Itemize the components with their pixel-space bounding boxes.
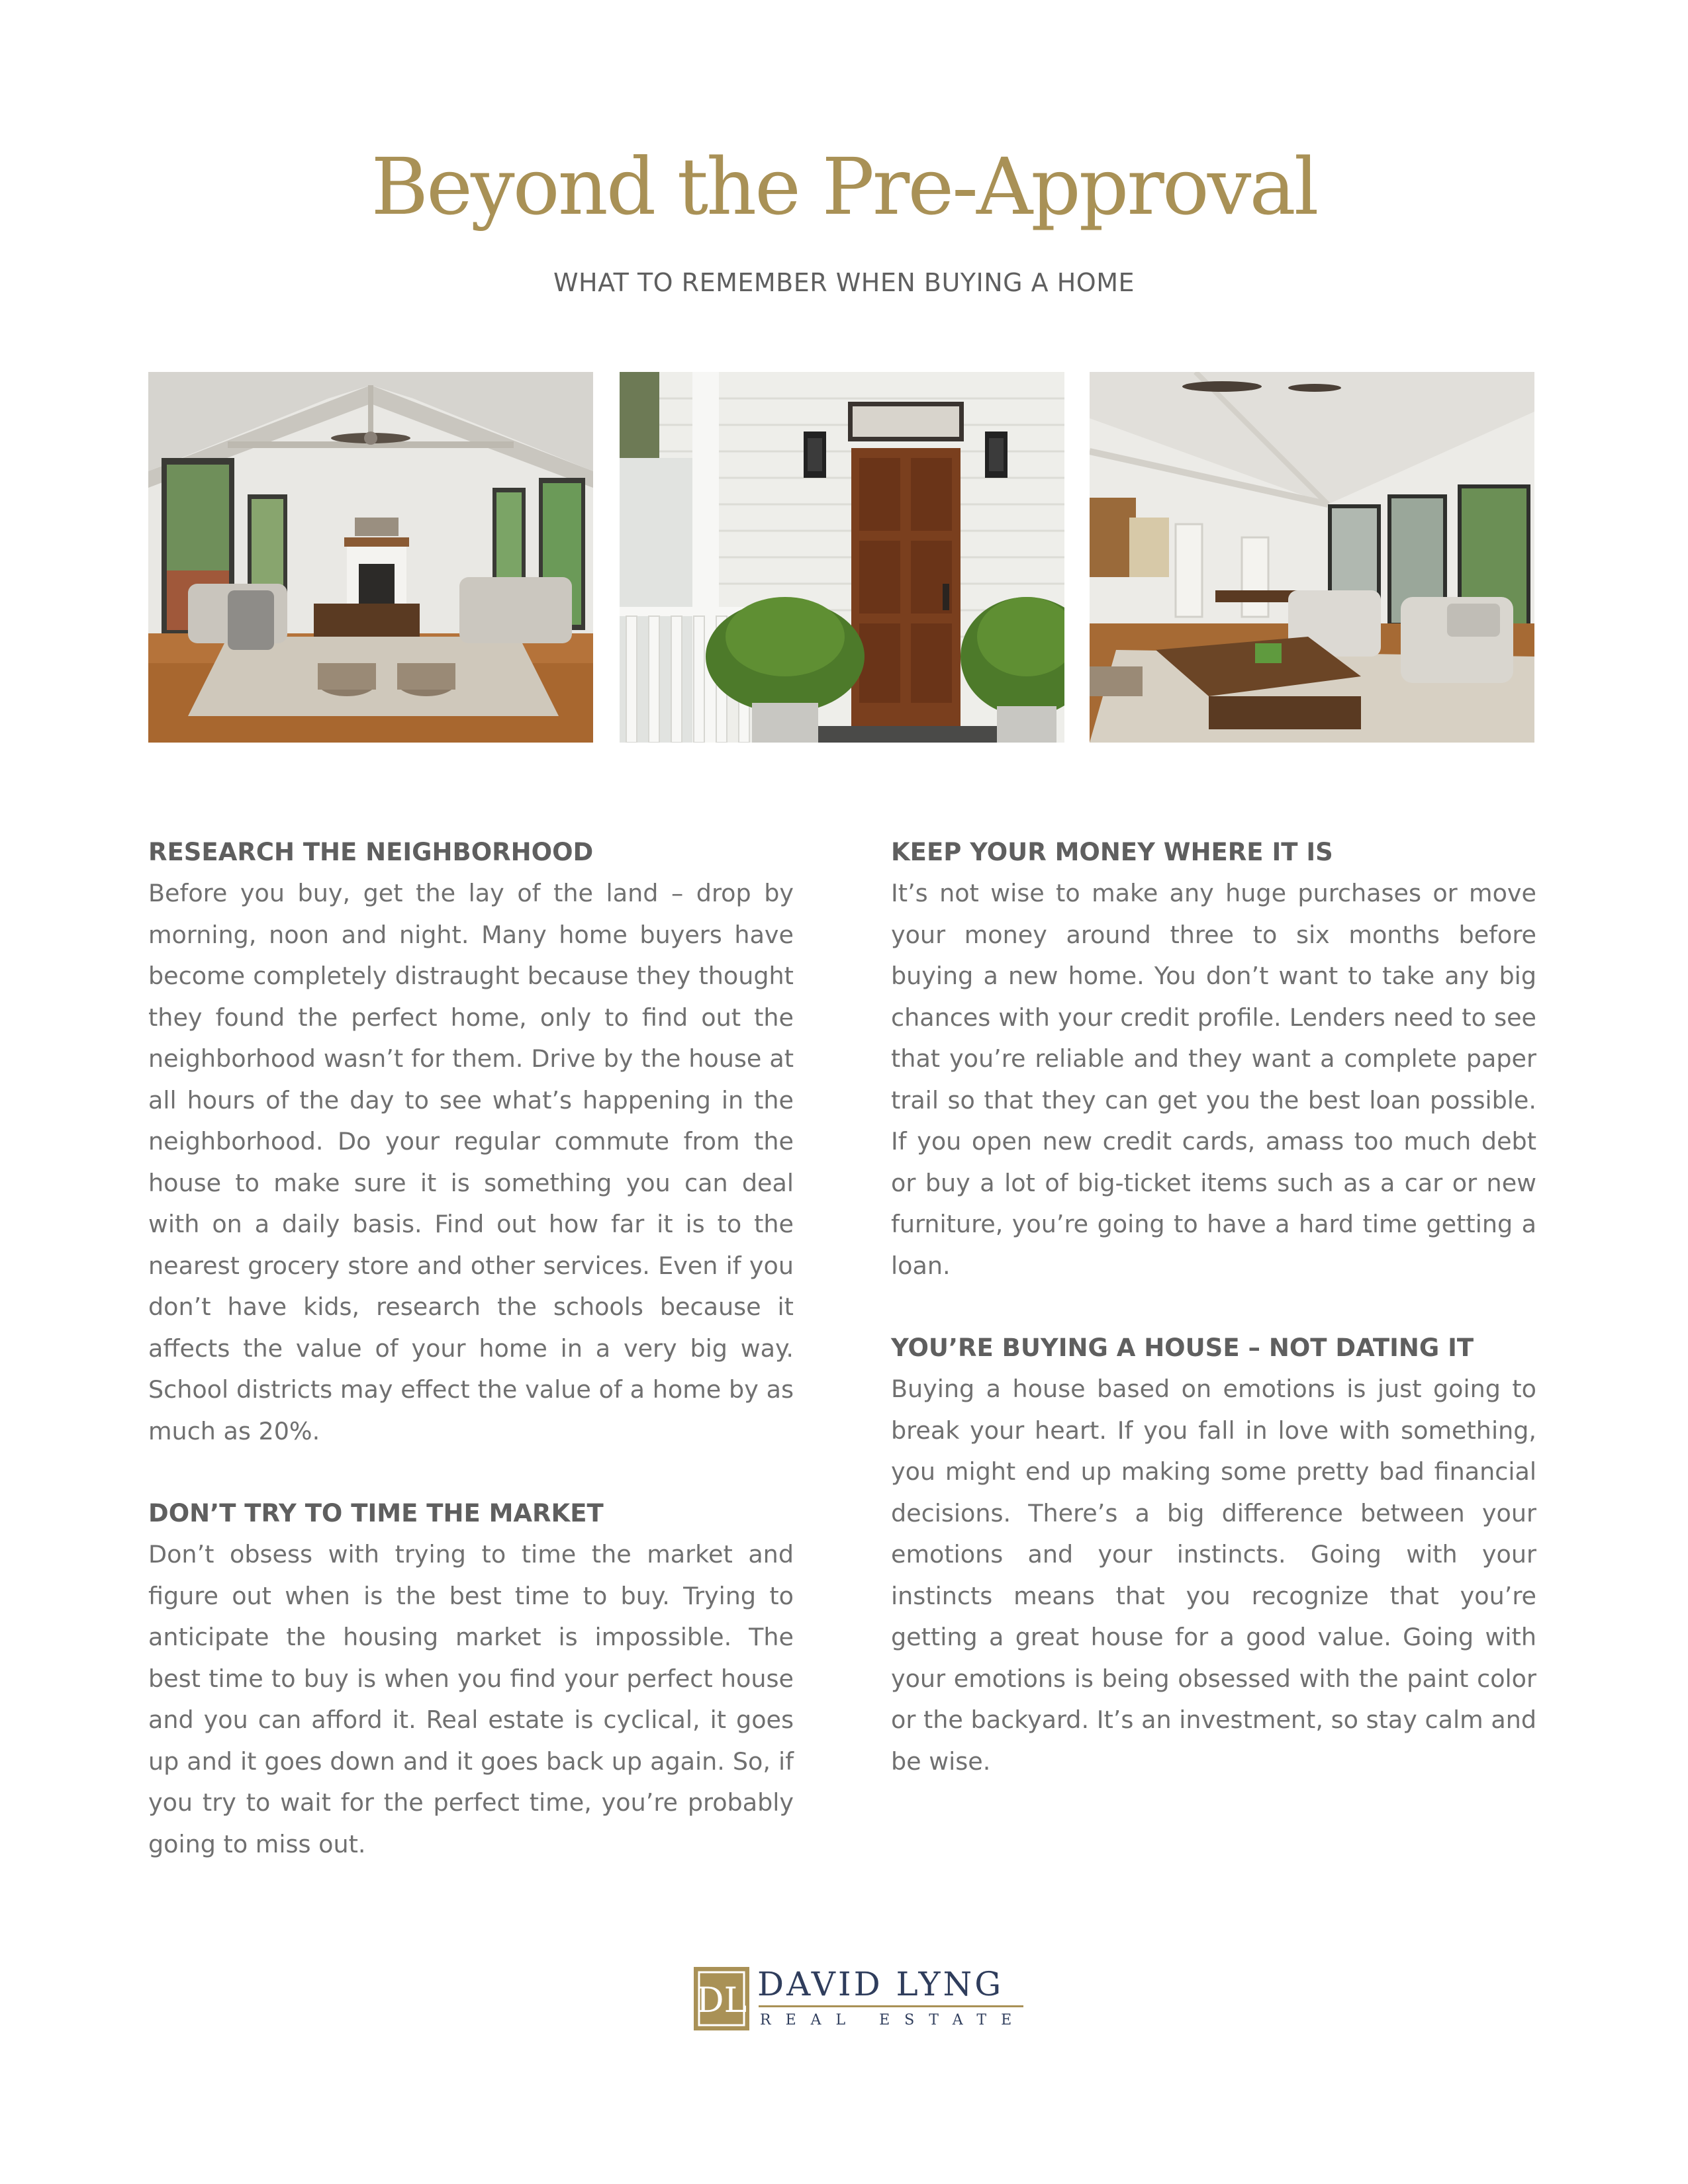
page-title: Beyond the Pre-Approval: [371, 141, 1317, 232]
section-heading: YOU’RE BUYING A HOUSE – NOT DATING IT: [891, 1334, 1474, 1362]
section-buying-house: [891, 1328, 1536, 1782]
logo-tagline: REAL ESTATE: [760, 2012, 1027, 2028]
section-body: It’s not wise to make any huge purchases or move your money around three to six months before buying a new home. You don’t want to take any big chances with your credit profile. Lenders need to see that you’re reliable and they want a complete paper trail so that they can get you the best loan possible. If you open new credit cards, amass too much debt or buy a lot of big-ticket items such as a car or new furniture, you’re going to have a hard time getting a loan.: [891, 879, 1536, 1280]
page-subtitle: WHAT TO REMEMBER WHEN BUYING A HOME: [553, 268, 1135, 297]
front-door-photo: [620, 372, 1064, 743]
section-body: Don’t obsess with trying to time the market and figure out when is the best time to buy. Trying to anticipate the housing market is impossible. The best time to buy is when you find your perfect house and you can afford it. Real estate is cyclical, it goes up and it goes down and it goes back up again. So, if you try to wait for the perfect time, you’re probably going to miss out.: [148, 1540, 794, 1858]
section-heading: KEEP YOUR MONEY WHERE IT IS: [891, 838, 1333, 866]
company-logo: [694, 1965, 1027, 2030]
left-column: [148, 832, 794, 1906]
section-heading: RESEARCH THE NEIGHBORHOOD: [148, 838, 594, 866]
section-heading: DON’T TRY TO TIME THE MARKET: [148, 1499, 604, 1527]
monogram-icon: [694, 1967, 749, 2030]
right-column: [891, 832, 1536, 1823]
logo-divider: [759, 2005, 1023, 2007]
living-room-photo: [148, 372, 593, 743]
section-body: Buying a house based on emotions is just going to break your heart. If you fall in love with something, you might end up making some pretty bad financial decisions. There’s a big difference between your emotions and your instincts. Going with your instincts means that you recognize that you’re getting a great house for a good value. Going with your emotions is being obsessed with the paint color or the backyard. It’s an investment, so stay calm and be wise.: [891, 1375, 1536, 1776]
section-body: Before you buy, get the lay of the land – drop by morning, noon and night. Many home buyers have become completely distraught because they thought they found the perfect home, only to find out the neighborhood wasn’t for them. Drive by the house at all hours of the day to see what’s happening in the neighborhood. Do your regular commute from the house to make sure it is something you can deal with on a daily basis. Find out how far it is to the nearest grocery store and other services. Even if you don’t have kids, research the schools because it affects the value of your home in a very big way. School districts may effect the value of a home by as much as 20%.: [148, 879, 794, 1445]
monogram-text: DL: [696, 1981, 747, 2021]
section-keep-money: [891, 832, 1536, 1287]
section-research-neighborhood: [148, 832, 794, 1452]
great-room-photo: [1090, 372, 1534, 743]
section-time-market: [148, 1493, 794, 1865]
logo-name: DAVID LYNG: [757, 1965, 1004, 2003]
